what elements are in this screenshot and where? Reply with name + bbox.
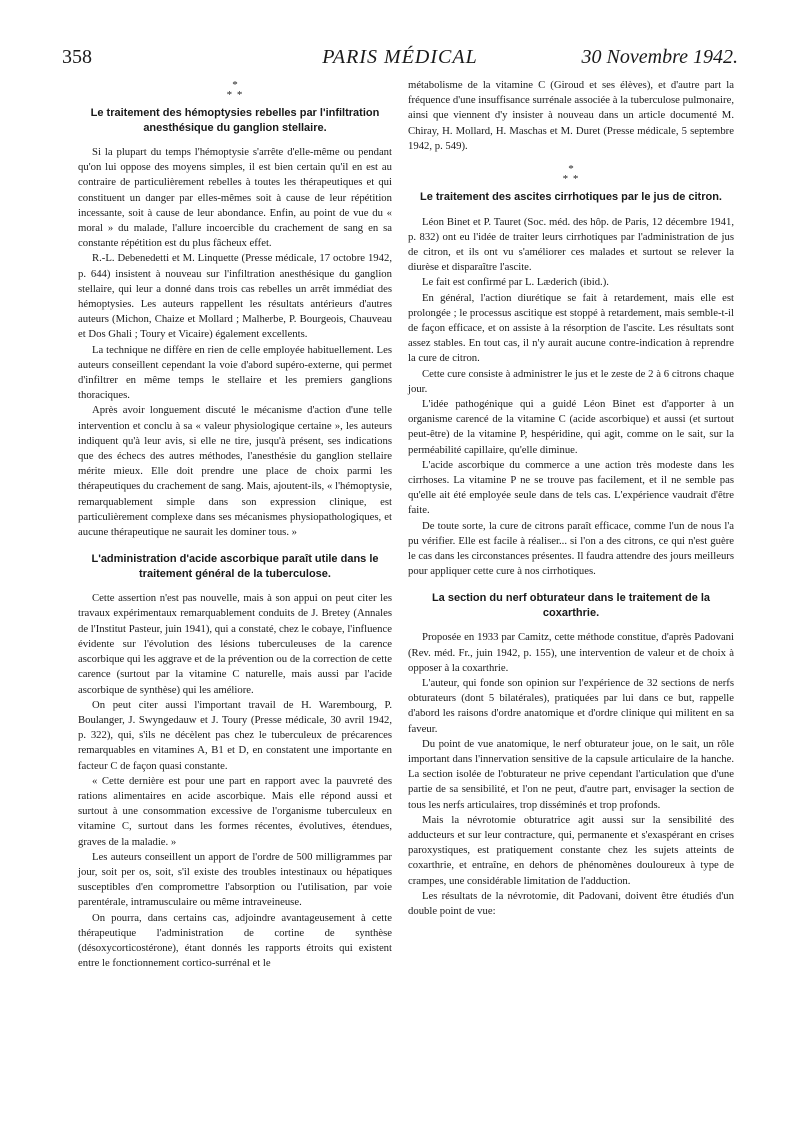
- paragraph: Si la plupart du temps l'hémoptysie s'arrête d'elle-même ou pendant qu'on lui oppose des moyens simples, il est bien certain qu'il en est au contraire de particulièrement rebelles à toutes les thérapeutiques et qui constituent un danger par elles-mêmes soit à cause de leur répétition incessante, soit à cause de leur abondance. Enfin, au point de vue du « moral » du malade, l'allure incoercible du crachement de sang en sa constante répétition est du plus fâcheux effet.: [78, 146, 392, 250]
- paragraph: R.-L. Debenedetti et M. Linquette (Presse médicale, 17 octobre 1942, p. 644) insistent à nouveau sur l'infiltration anesthésique du ganglion stellaire, qui leur a donné dans trois cas rebelles un arrêt immédiat des hémoptysies. Les auteurs rappellent les résultats antérieurs d'autres auteurs (Michon, Chaize et Mollard ; Malherbe, P. Bourgeois, Chauveau et Dos Ghali ; Toury et Vicaire) également excellents.: [78, 252, 392, 341]
- paragraph: « Cette dernière est pour une part en rapport avec la pauvreté des rations alimentaires en acide ascorbique. Mais elle répond aussi et surtout à une consommation excessive de l'organisme tuberculeux en vitamine C, surtout dans les formes récentes, évolutives, étendues, graves de la maladie. »: [78, 774, 392, 848]
- section-ornament: * * *: [226, 79, 244, 101]
- paragraph: La technique ne diffère en rien de celle employée habituellement. Les auteurs conseillent cependant la voie d'abord supéro-externe, qui permet d'infiltrer en même temps le stellaire et les premiers ganglions thoraciques.: [78, 343, 392, 402]
- paragraph: Les résultats de la névrotomie, dit Padovani, doivent être étudiés d'un double point de vue:: [408, 889, 734, 918]
- paragraph: Cette cure consiste à administrer le jus et le zeste de 2 à 6 citrons chaque jour.: [408, 367, 734, 395]
- section-ornament: * * *: [562, 163, 580, 186]
- paragraph: Du point de vue anatomique, le nerf obturateur joue, on le sait, un rôle important dans l'innervation sensitive de la capsule articulaire de la hanche. La section isolée de l'obturateur ne prive cependant l'articulation que d'une partie de sa sensibilité, et l'on ne peut, d'autre part, envisager la section de tous les nerfs articulaires, trop disséminés et trop profonds.: [408, 737, 734, 811]
- right-column: [408, 78, 734, 1132]
- paragraph: De toute sorte, la cure de citrons paraît efficace, comme l'un de nous l'a pu vérifier. Elle est facile à réaliser... si l'on a des citrons, ce qui n'est guère le cas dans les circonstances présentes. Il faudra attendre des jours meilleurs pour appliquer cette cure à nos cirrhotiques.: [408, 519, 734, 578]
- paragraph: Léon Binet et P. Tauret (Soc. méd. des hôp. de Paris, 12 décembre 1941, p. 832) ont eu l'idée de traiter leurs cirrhotiques par l'administration de jus de citron, et ils ont vu s'améliorer ces malades et surtout se relever la diurèse et disparaître l'ascite.: [408, 215, 734, 274]
- paragraph: Le fait est confirmé par L. Læderich (ibid.).: [422, 276, 609, 289]
- paragraph: On pourra, dans certains cas, adjoindre avantageusement à cette thérapeutique l'administration de cortine de synthèse (désoxycorticostérone), étant donnés les rapports étroits qui existent entre le fonctionnement cortico-surrénal et le: [78, 911, 392, 970]
- paragraph-continuation: métabolisme de la vitamine C (Giroud et ses élèves), et d'autre part la fréquence d'une insuffisance surrénale associée à la tuberculose pulmonaire, ainsi que viennent d'y insister à nouveau dans un article documenté M. Chiray, H. Mollard, H. Maschas et M. Duret (Presse médicale, 5 septembre 1942, p. 549).: [408, 79, 734, 152]
- section-title-hemoptysies: Le traitement des hémoptysies rebelles par l'infiltration anesthésique du ganglion stellaire.: [90, 107, 380, 134]
- running-header: [62, 46, 738, 72]
- page-number: 358: [62, 46, 92, 68]
- paragraph: L'idée pathogénique qui a guidé Léon Binet est d'apporter à un organisme carencé de la vitamine C (acide ascorbique) et aussi (et surtout peut-être) de la vitamine P, hespéridine, qui agit, comme on le sait, sur la perméabilité capillaire, qu'elle diminue.: [408, 397, 734, 456]
- journal-title: PARIS MÉDICAL: [322, 46, 478, 68]
- section-title-acide-ascorbique: L'administration d'acide ascorbique paraît utile dans le traitement général de la tuberculose.: [91, 553, 379, 580]
- section-title-nerf-obturateur: La section du nerf obturateur dans le traitement de la coxarthrie.: [431, 592, 711, 619]
- left-column: [78, 78, 392, 1132]
- issue-date: 30 Novembre 1942.: [581, 46, 738, 68]
- paragraph: Mais la névrotomie obturatrice agit aussi sur la sensibilité des adducteurs et sur leur contracture, qui, permanente et s'exaspérant en crises paroxystiques, est pratiquement constante chez les sujets atteints de coxarthrie, et entraîne, en dehors de phénomènes douloureux à type de crampes, une considérable limitation de l'adduction.: [408, 813, 734, 887]
- paragraph: Proposée en 1933 par Camitz, cette méthode constitue, d'après Padovani (Rev. méd. Fr., juin 1942, p. 155), une intervention de valeur et de choix à opposer à la coxarthrie.: [408, 631, 734, 674]
- paragraph: On peut citer aussi l'important travail de H. Warembourg, P. Boulanger, J. Swyngedauw et J. Toury (Presse médicale, 30 avril 1942, p. 322), qui, s'ils ne décèlent pas chez le tuberculeux de précarences remarquables en vitamines A, B1 et D, en constatent une importante en facteur C de façon quasi constante.: [78, 698, 392, 772]
- paragraph: L'acide ascorbique du commerce a une action très modeste dans les cirrhoses. La vitamine P ne se trouve pas facilement, et il ne semble pas qu'elle ait été employée seule dans de tels cas. L'expérience vaudrait d'être faite.: [408, 458, 734, 517]
- paragraph: Après avoir longuement discuté le mécanisme d'action d'une telle intervention et conclu à sa « valeur physiologique certaine », les auteurs indiquent qu'à leur avis, si elle ne tire, jusqu'à présent, ses indications que des échecs des autres méthodes, l'anesthésie du ganglion stellaire mérite mieux. Elle doit prendre une place de choix parmi les thérapeutiques du crachement de sang. Mais, ajoutent-ils, « l'hémoptysie, remarquablement simple dans son expression clinique, est particulièrement complexe dans ses mécanismes physiopathologiques, et aucune thérapeutique ne saurait les dominer tous. »: [78, 404, 392, 539]
- paragraph: L'auteur, qui fonde son opinion sur l'expérience de 32 sections de nerfs obturateurs (dont 5 bilatérales), pratiquées par lui dans ce but, rappelle d'abord les raisons d'ordre anatomique et d'ordre clinique qui militent en sa faveur.: [408, 677, 734, 735]
- paragraph: En général, l'action diurétique se fait à retardement, mais elle est prolongée ; le processus ascitique est stoppé à retardement, mais semble-t-il de façon efficace, et on assiste à la résorption de l'ascite. Les résultats sont assez stables. En tout cas, il n'y aurait aucune contre-indication à reprendre la cure de citron.: [408, 291, 734, 365]
- section-title-ascites: Le traitement des ascites cirrhotiques par le jus de citron.: [420, 191, 722, 204]
- paragraph: Cette assertion n'est pas nouvelle, mais à son appui on peut citer les travaux expérimentaux remarquablement conduits de J. Bretey (Annales de l'Institut Pasteur, juin 1941), qui a constaté, chez le cobaye, l'influence évidente sur l'évolution des lésions tuberculeuses de la carence ascorbique qui les aggrave et de la prévention ou de la correction de cette carence (surtout par la vitamine C naturelle, mais aussi par l'acide ascorbique de synthèse) qui les améliore.: [78, 592, 392, 696]
- paragraph: Les auteurs conseillent un apport de l'ordre de 500 milligrammes par jour, soit per os, soit, s'il existe des troubles intestinaux ou hépatiques susceptibles d'en compromettre l'absorption ou l'utilisation, par voie parentérale, intramusculaire ou même intraveineuse.: [78, 850, 392, 909]
